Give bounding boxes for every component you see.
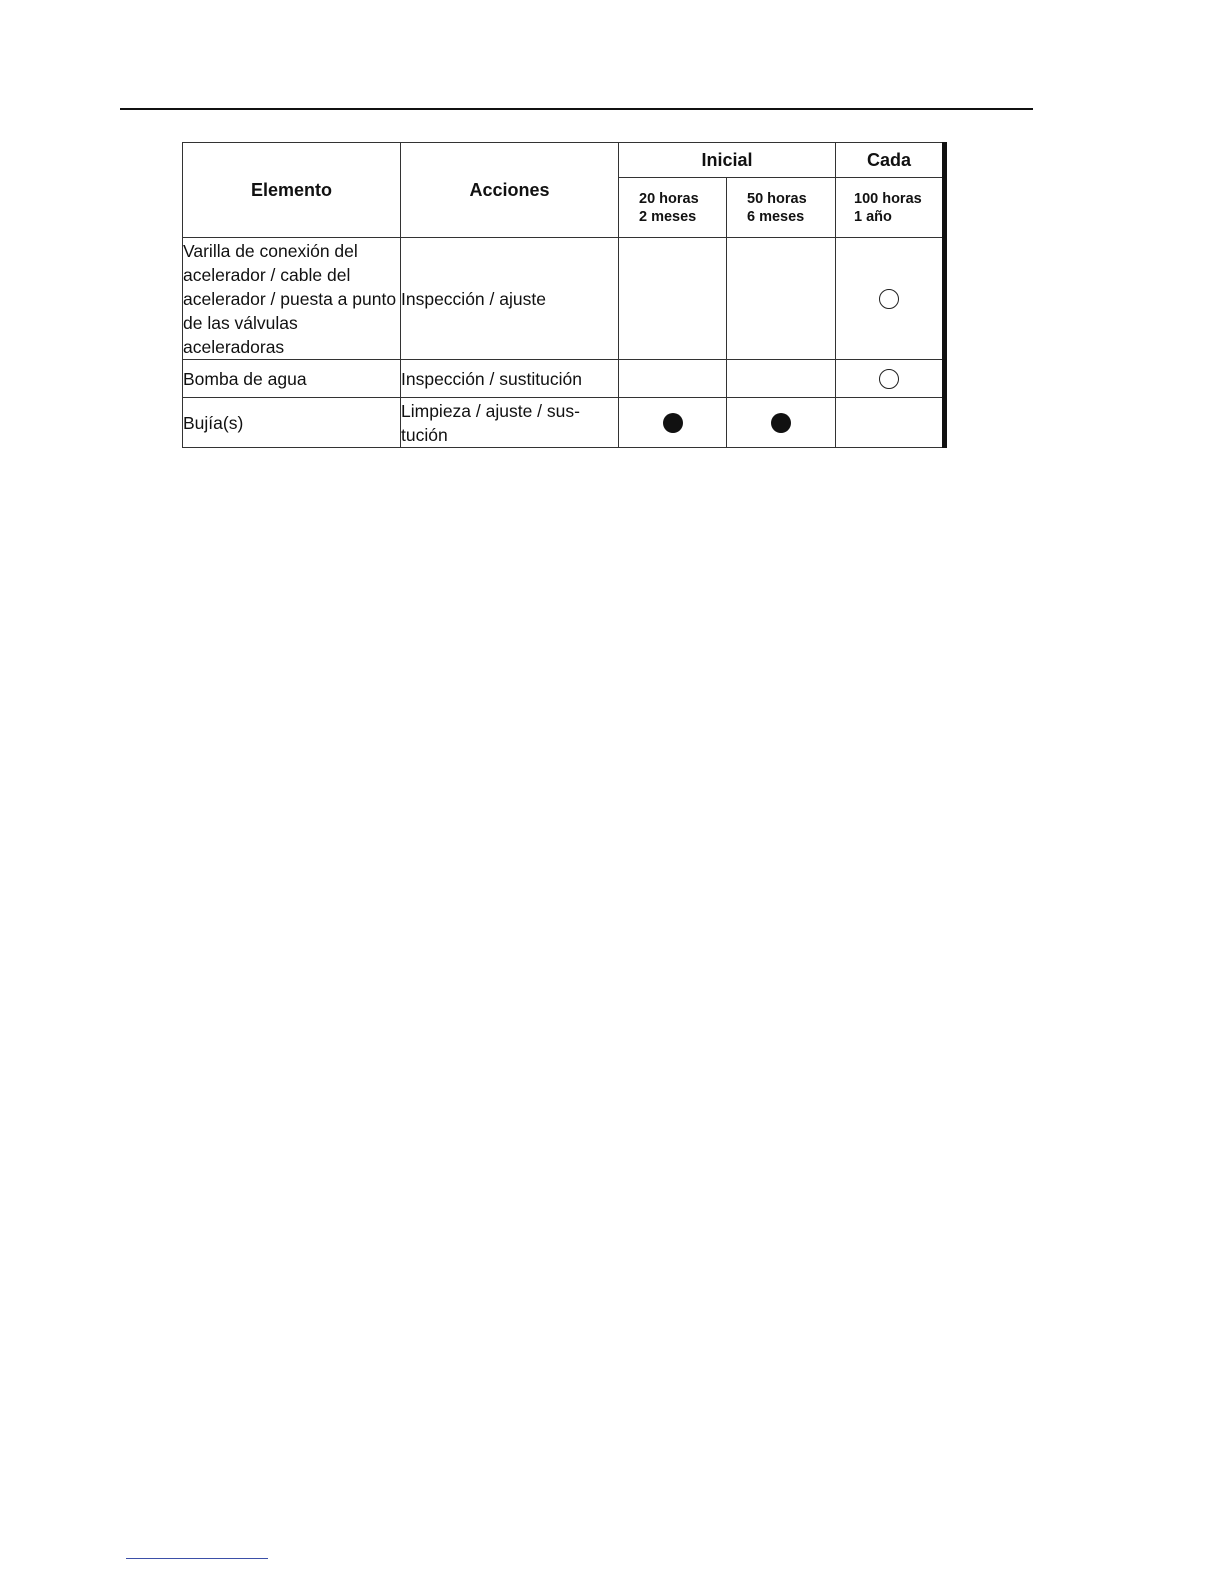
interval-year: 1 año <box>854 208 892 225</box>
maintenance-table <box>182 142 947 448</box>
table-row <box>183 398 945 448</box>
maintenance-table-container <box>182 142 948 448</box>
header-inicial: Inicial <box>619 143 836 178</box>
interval-months: 2 meses <box>639 208 697 225</box>
cell-mark-20h <box>619 360 727 398</box>
header-rule <box>120 108 1033 110</box>
filled-circle-icon <box>663 413 683 433</box>
header-cada: Cada <box>836 143 945 178</box>
header-interval-50h <box>727 178 836 238</box>
table-row <box>183 238 945 360</box>
cell-mark-100h <box>836 238 945 360</box>
cell-acciones: Inspección / ajuste <box>401 238 619 360</box>
open-circle-icon <box>879 289 899 309</box>
footer-link-underline[interactable] <box>126 1558 268 1559</box>
cell-mark-100h <box>836 398 945 448</box>
header-elemento: Elemento <box>183 143 401 238</box>
cell-mark-20h <box>619 238 727 360</box>
cell-acciones: Inspección / sustitución <box>401 360 619 398</box>
table-row <box>183 360 945 398</box>
interval-months: 6 meses <box>747 208 805 225</box>
interval-hours: 50 horas <box>747 190 807 207</box>
header-interval-20h <box>619 178 727 238</box>
cell-mark-50h <box>727 238 836 360</box>
header-interval-100h <box>836 178 945 238</box>
open-circle-icon <box>879 369 899 389</box>
cell-mark-50h <box>727 398 836 448</box>
filled-circle-icon <box>771 413 791 433</box>
cell-acciones: Limpieza / ajuste / sus-tución <box>401 398 619 448</box>
cell-mark-100h <box>836 360 945 398</box>
header-acciones: Acciones <box>401 143 619 238</box>
cell-elemento: Bomba de agua <box>183 360 401 398</box>
interval-hours: 20 horas <box>639 190 699 207</box>
cell-mark-50h <box>727 360 836 398</box>
cell-elemento: Varilla de conexión del acelerador / cable del acelerador / puesta a punto de las válvulas aceleradoras <box>183 238 401 360</box>
cell-elemento: Bujía(s) <box>183 398 401 448</box>
cell-mark-20h <box>619 398 727 448</box>
interval-hours: 100 horas <box>854 190 922 207</box>
